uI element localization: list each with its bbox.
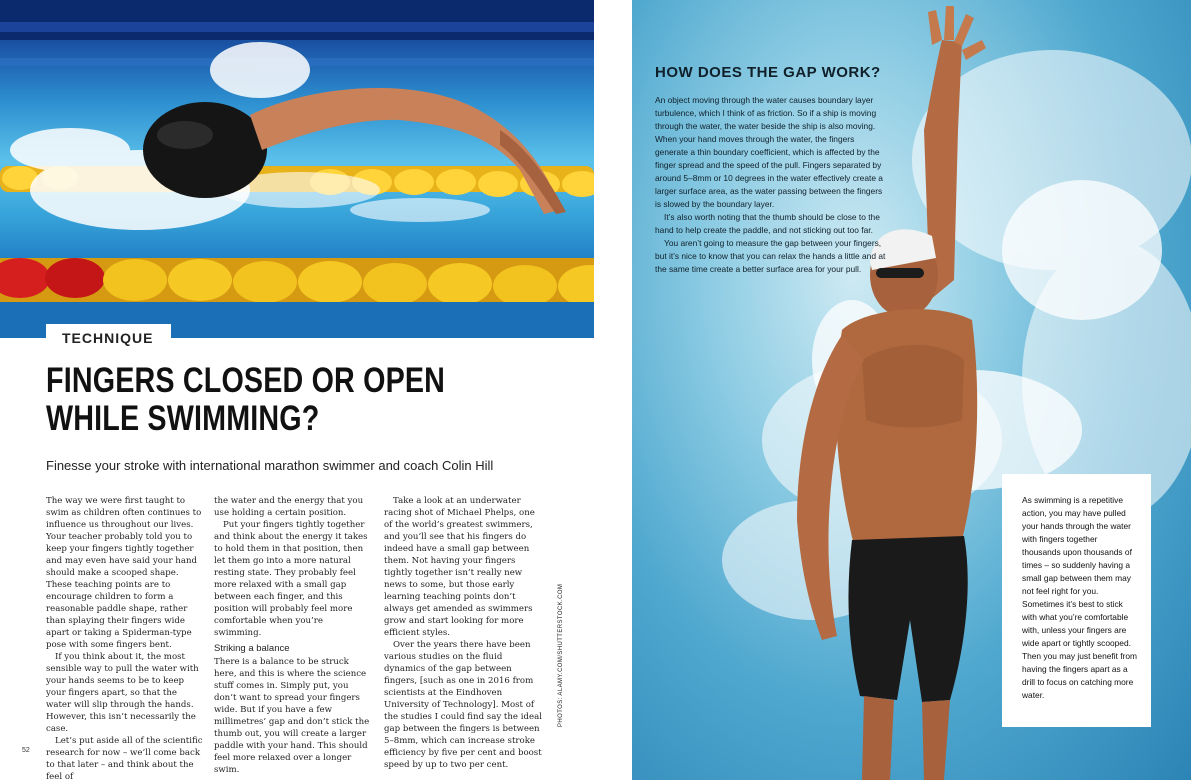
- pull-quote-box: [1002, 474, 1151, 727]
- headline-line-1: FINGERS CLOSED OR OPEN: [46, 361, 446, 400]
- sidebar-paragraph: It’s also worth noting that the thumb should be close to the hand to help create the paddle, and not sticking out too far.: [655, 212, 880, 235]
- body-paragraph: The way we were first taught to swim as children often continues to influence us throughout our lives. Your teacher probably told you to keep your fingers tightly together and may even have said your hand should make a scooped shape. These teaching points are to encourage children to form a reasonable paddle shape, rather than splaying their fingers wide apart or taking a Spiderman-type pose with some fingers bent.: [46, 496, 202, 650]
- page-number: 52: [22, 747, 30, 754]
- pool-photo-illustration: [0, 0, 594, 338]
- body-column-3: [384, 495, 542, 771]
- pool-freestyle-photo: [0, 0, 594, 338]
- body-paragraph: If you think about it, the most sensible way to pull the water with your hands seems to be to keep your fingers apart, so that the water will slip through the hands. However, this isn’t necessarily the case.: [46, 652, 199, 734]
- body-paragraph: the water and the energy that you use holding a certain position.: [214, 496, 364, 518]
- body-paragraph: Take a look at an underwater racing shot of Michael Phelps, one of the world’s greatest swimmers, and you’ll see that his fingers do indeed have a small gap between them. Not having your fingers tightly together isn’t really new news to some, but those early learning teaching points don’t always get amended as swimmers grow and start looking for more efficient styles.: [384, 496, 535, 638]
- pull-quote-text: As swimming is a repetitive action, you may have pulled your hands through the water with fingers together thousands upon thousands of times – so suddenly having a small gap between them may not feel right for you. Sometimes it’s best to stick with what you’re comfortable with, unless your fingers are wide apart or tightly scooped. Then you may just benefit from having the fingers apart as a drill to focus on catching more water.: [1022, 495, 1137, 700]
- body-column-2: [214, 495, 372, 776]
- subheading: Striking a balance: [214, 643, 290, 654]
- section-tag: TECHNIQUE: [46, 324, 171, 350]
- headline-line-2: WHILE SWIMMING?: [46, 399, 320, 438]
- sidebar-body: [655, 94, 887, 276]
- right-page: [632, 0, 1191, 780]
- photo-credit: PHOTOS: ALAMY.COM/SHUTTERSTOCK.COM: [558, 583, 564, 727]
- sidebar-paragraph: An object moving through the water causes boundary layer turbulence, which I think of as friction. So if a ship is moving through the water, the water beside the ship is also moving. When your hand moves through the water, the fingers generate a thin boundary coefficient, which is affected by the finger spread and the speed of the pull. Fingers separated by around 5–8mm or 10 degrees in the water effectively create a larger surface area, as the water passing between the fingers is slowed by the boundary layer.: [655, 95, 883, 209]
- body-paragraph: Let’s put aside all of the scientific research for now – we’ll come back to that later – and think about the feel of: [46, 736, 203, 780]
- body-column-1: [46, 495, 204, 780]
- sidebar-paragraph: You aren’t going to measure the gap between your fingers, but it’s nice to know that you can relax the hands a little and at the same time create a better surface area for your pull.: [655, 238, 886, 274]
- body-paragraph: Put your fingers tightly together and think about the energy it takes to hold them in that position, then let them go into a more natural resting state. They probably feel more relaxed with a small gap between each finger, and this position will probably feel more comfortable when you’re swimming.: [214, 520, 368, 638]
- article-headline: [46, 362, 456, 438]
- body-paragraph: Over the years there have been various studies on the fluid dynamics of the gap between fingers, [such as one in 2016 from scientists at the Eindhoven University of Technology]. Most of the studies I could find say the ideal gap between the fingers is between 5–8mm, which can increase stroke efficiency by five per cent and boost speed by up to two per cent.: [384, 640, 542, 770]
- standfirst: Finesse your stroke with international marathon swimmer and coach Colin Hill: [46, 458, 494, 473]
- page-gutter: [596, 0, 632, 780]
- body-paragraph: There is a balance to be struck here, and this is where the science stuff comes in. Simply put, you don’t want to spread your fingers wide. But if you have a few millimetres’ gap and don’t stick the thumb out, you will create a larger paddle with your hand. This should feel more relaxed over a longer swim.: [214, 657, 370, 775]
- sidebar-title: HOW DOES THE GAP WORK?: [655, 64, 881, 81]
